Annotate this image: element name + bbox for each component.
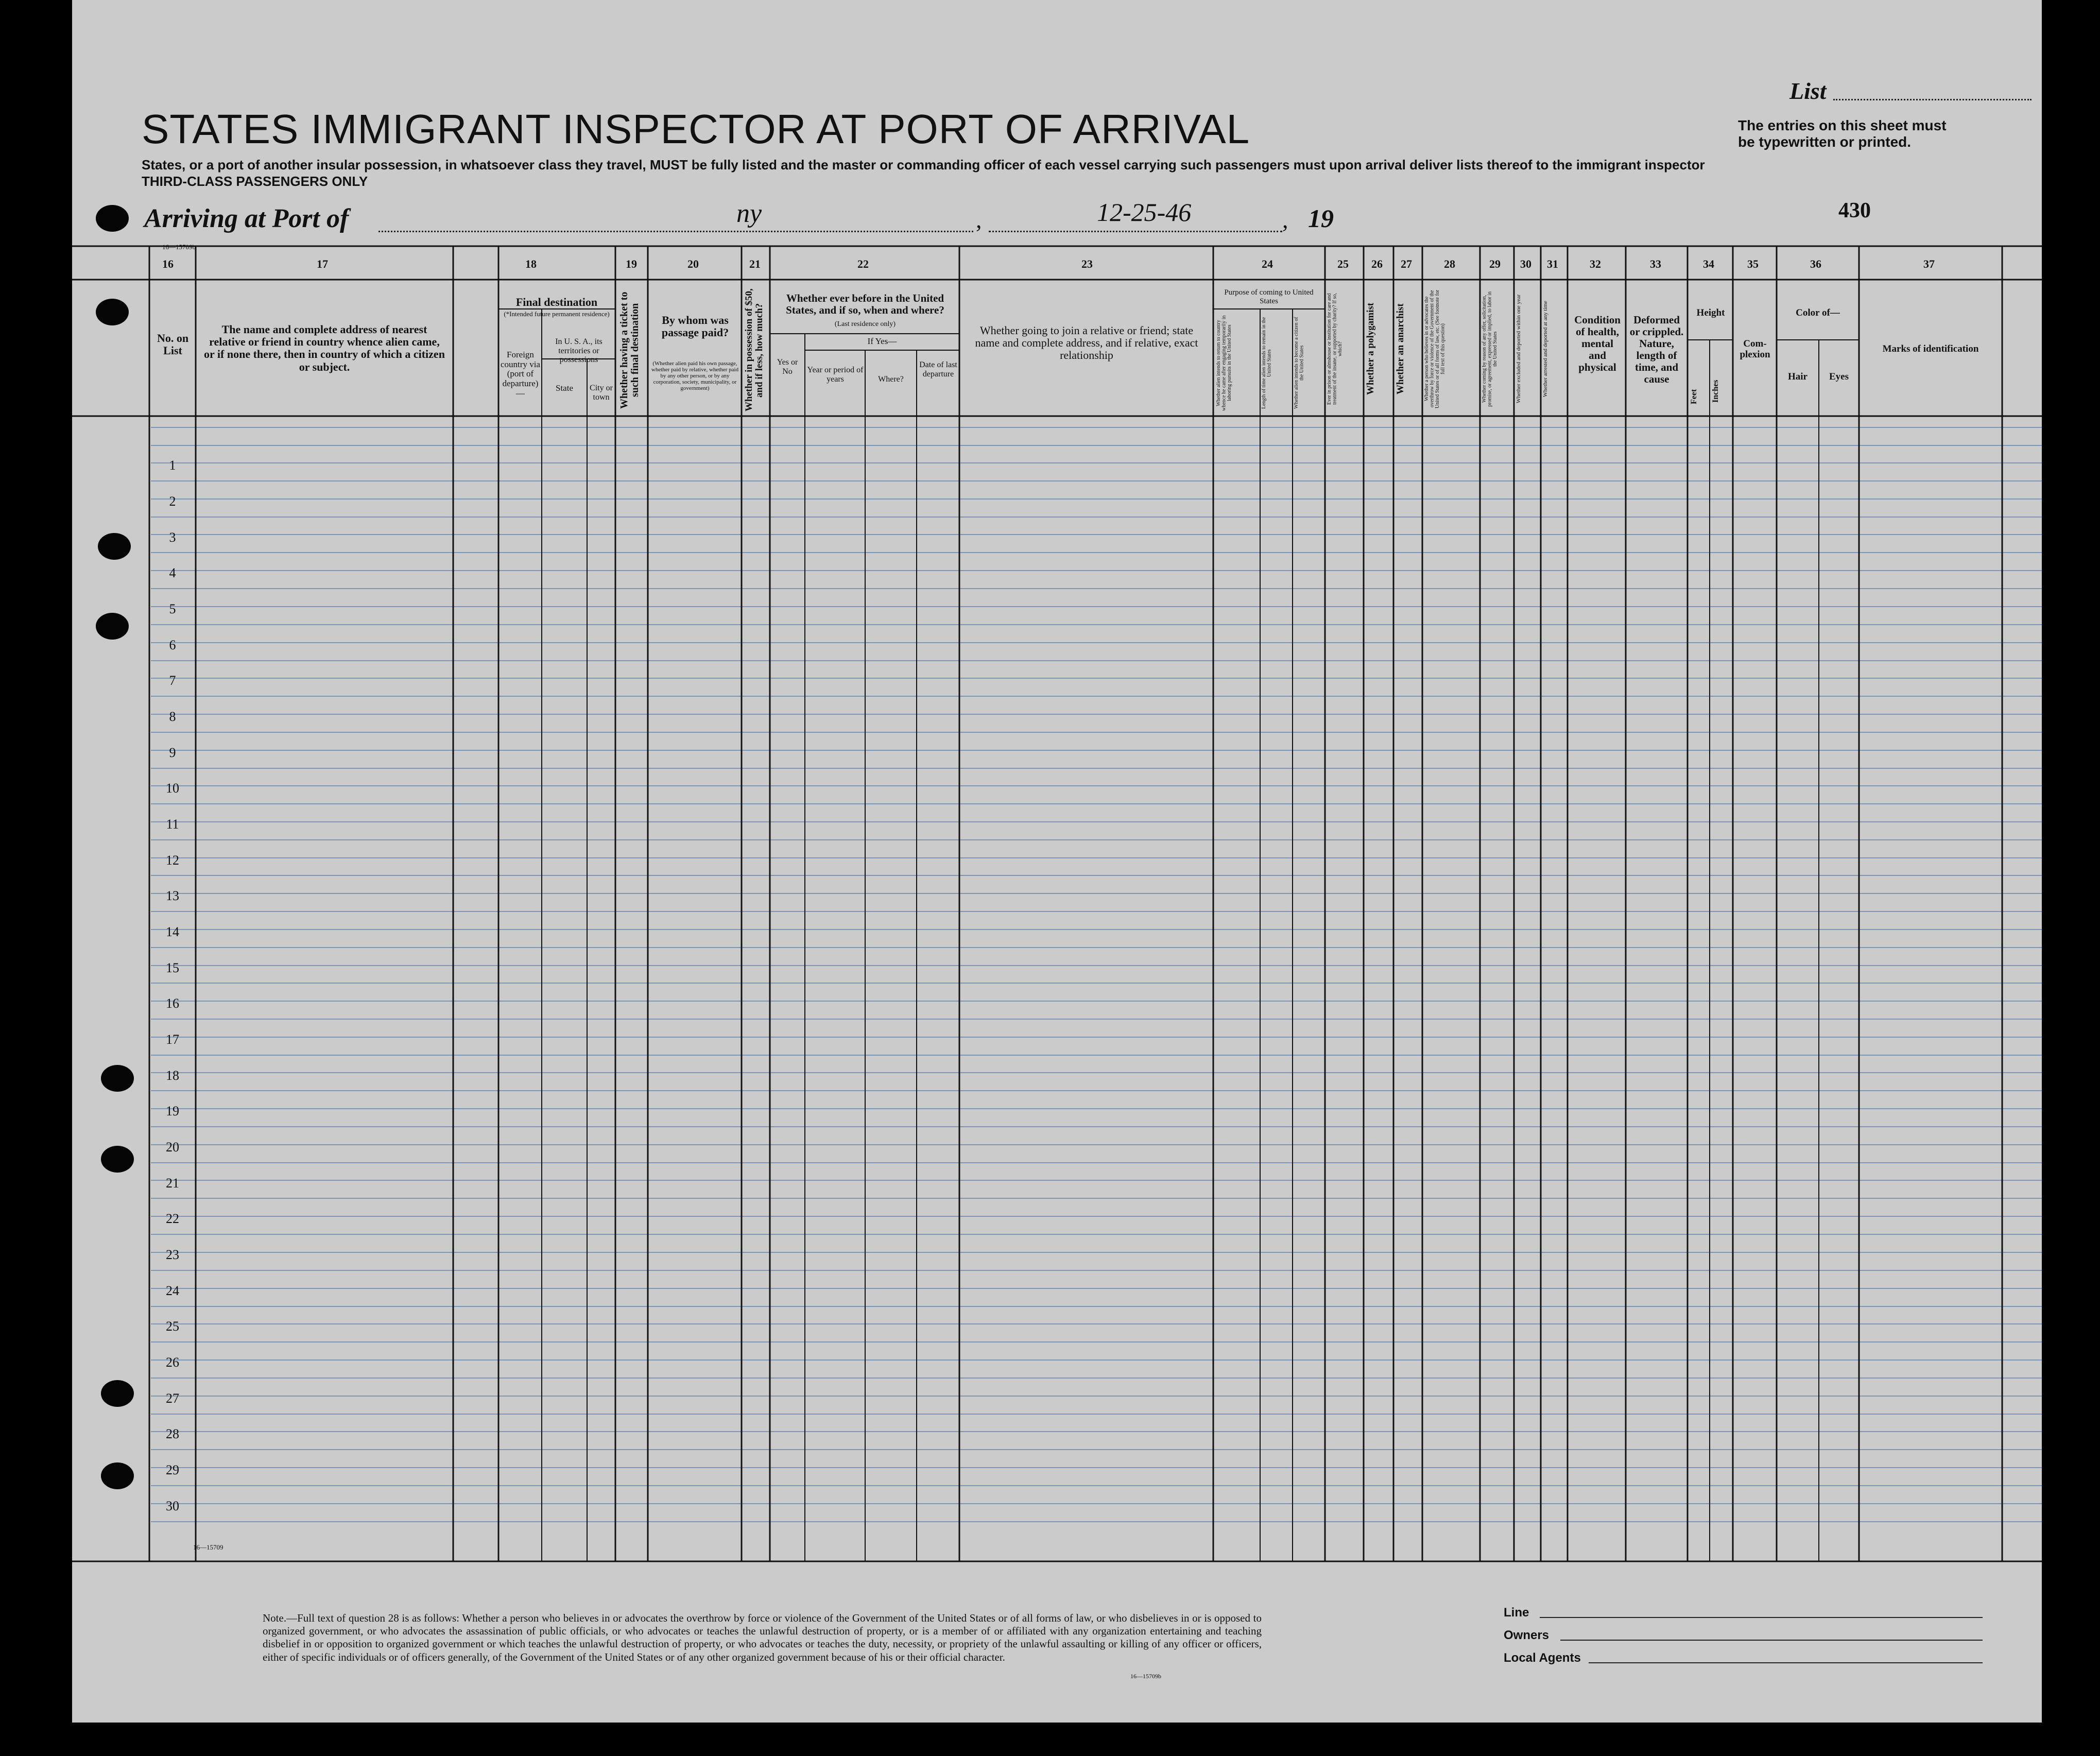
header-color-of: Color of— [1796, 307, 1840, 318]
header-eyes: Eyes [1829, 371, 1849, 382]
header-period: Year or period of years [807, 366, 864, 384]
col-num-28: 28 [1444, 257, 1455, 270]
header-polygamist: Whether a polygamist [1365, 302, 1376, 395]
list-label: List [1789, 78, 1827, 104]
header-ticket: Whether having a ticket to such final destination [618, 291, 641, 409]
header-q31: Whether arrested and deported at any time [1542, 301, 1548, 397]
local-agents-field[interactable] [1589, 1662, 1983, 1663]
header-feet: Feet [1690, 389, 1698, 404]
port-value: ny [736, 199, 762, 228]
header-state: State [556, 383, 573, 393]
header-foreign-country: Foreign country via (port of departure)— [501, 350, 540, 398]
row-number: 26 [166, 1355, 179, 1370]
row-number: 25 [166, 1319, 179, 1334]
header-nearest-relative: The name and complete address of nearest relative or friend in country whence alien came, or if none there, then in country of which a citizen or subject. [204, 323, 445, 373]
punch-hole [101, 1462, 134, 1489]
col-num-16: 16 [162, 257, 174, 270]
col-num-26: 26 [1371, 257, 1383, 270]
header-inches: Inches [1711, 380, 1720, 403]
punch-hole [101, 1380, 134, 1407]
header-final-destination: Final destination [515, 296, 598, 308]
header-final-destination-sub: (*Intended future permanent residence) [504, 310, 610, 318]
row-number: 3 [169, 530, 176, 545]
year-prefix: 19 [1308, 204, 1334, 233]
header-where: Where? [878, 375, 904, 384]
punch-hole [101, 1065, 134, 1092]
header-yes-no: Yes or No [777, 358, 798, 376]
col-num-35: 35 [1747, 257, 1759, 270]
col-num-30: 30 [1520, 257, 1531, 270]
header-fifty-dollars: Whether in possession of $50, and if less, how much? [744, 288, 765, 412]
header-hair: Hair [1788, 371, 1808, 382]
row-number: 6 [169, 638, 176, 652]
row-number: 24 [166, 1283, 179, 1298]
local-agents-label: Local Agents [1504, 1651, 1581, 1665]
col-num-29: 29 [1489, 257, 1501, 270]
line-label: Line [1504, 1606, 1529, 1620]
col-num-23: 23 [1081, 257, 1093, 270]
page-number: 430 [1838, 199, 1871, 222]
header-passage-paid: By whom was passage paid? [661, 314, 729, 339]
col-num-33: 33 [1650, 257, 1661, 270]
row-number: 4 [169, 565, 176, 580]
header-purpose-return: Whether alien intends to return to country whence he came after engaging temporarily in laboring pursuits in the United States [1216, 315, 1232, 411]
col-num-22: 22 [857, 257, 869, 270]
header-deformed: Deformed or crippled. Nature, length of time, and cause [1629, 314, 1684, 386]
header-purpose-length: Length of time alien intends to remain in the United States [1261, 317, 1272, 409]
punch-hole [96, 613, 129, 640]
col-num-27: 27 [1401, 257, 1412, 270]
col-num-32: 32 [1590, 257, 1601, 270]
row-number: 23 [166, 1247, 179, 1262]
instruction-text: States, or a port of another insular possession, in whatsoever class they travel, MUST be fully listed and the master or commanding officer of each vessel carrying such passengers must upon arrival deliver lists thereof to the immigrant inspector [142, 157, 1705, 173]
col-num-24: 24 [1262, 257, 1273, 270]
owners-label: Owners [1504, 1628, 1550, 1642]
header-passage-paid-sub: (Whether alien paid his own passage, whether paid by relative, whether paid by any other person, or by any corporation, society, municipality, or government) [651, 360, 739, 392]
header-q29: Whether coming by reason of any offer, solicitation, promise, or agreement, expressed or implied, to labor in the United States [1482, 291, 1498, 407]
header-last-residence: (Last residence only) [834, 320, 896, 328]
typewritten-note-2: be typewritten or printed. [1738, 134, 1912, 150]
row-number: 16 [166, 996, 179, 1011]
row-number: 27 [166, 1391, 179, 1406]
col-num-21: 21 [749, 257, 761, 270]
col-num-18: 18 [525, 257, 537, 270]
form-number-top: 16—15709b [162, 243, 196, 251]
arriving-label: Arriving at Port of [144, 204, 349, 233]
row-number: 19 [166, 1104, 179, 1118]
row-number: 18 [166, 1068, 179, 1083]
header-height: Height [1696, 307, 1725, 318]
row-number: 20 [166, 1140, 179, 1155]
table-grid [72, 0, 2042, 1723]
comma: , [976, 206, 982, 233]
header-prison: Ever in prison or almshouse or institution for care and treatment of the insane, or supported by charity? If so, which? [1327, 293, 1343, 405]
row-number: 15 [166, 960, 179, 975]
col-num-37: 37 [1923, 257, 1935, 270]
col-num-20: 20 [687, 257, 699, 270]
header-marks: Marks of identification [1882, 343, 1979, 354]
header-q28: Whether a person who believes in or advocates the overthrow by force or violence of the Government of the United States or of all forms of law, etc. (See footnote for full text of this question) [1424, 289, 1446, 408]
row-number: 29 [166, 1462, 179, 1477]
header-complexion: Com-plexion [1740, 338, 1770, 360]
row-number: 22 [166, 1211, 179, 1226]
header-health: Condition of health, mental and physical [1574, 314, 1621, 374]
col-num-36: 36 [1810, 257, 1821, 270]
col-num-31: 31 [1547, 257, 1558, 270]
owners-field[interactable] [1560, 1640, 1983, 1641]
form-sheet [72, 0, 2042, 1723]
header-city: City or town [590, 384, 613, 402]
row-number: 13 [166, 888, 179, 903]
date-comma: , [1282, 206, 1288, 233]
header-ever-before: Whether ever before in the United States, and if so, when and where? [786, 292, 944, 317]
row-number: 17 [166, 1032, 179, 1047]
line-field[interactable] [1540, 1617, 1983, 1618]
row-number: 12 [166, 853, 179, 868]
row-number: 10 [166, 781, 179, 796]
row-number: 21 [166, 1176, 179, 1191]
row-number: 14 [166, 924, 179, 939]
class-line: THIRD-CLASS PASSENGERS ONLY [142, 174, 368, 189]
row-number: 7 [169, 673, 176, 688]
page-title: STATES IMMIGRANT INSPECTOR AT PORT OF ARRIVAL [142, 106, 1250, 152]
col-num-25: 25 [1337, 257, 1349, 270]
row-number: 1 [169, 458, 176, 473]
punch-hole [96, 205, 129, 232]
header-anarchist: Whether an anarchist [1395, 303, 1406, 394]
date-value: 12-25-46 [1097, 198, 1192, 227]
header-purpose-citizen: Whether alien intends to become a citizen of the United States [1294, 317, 1305, 409]
punch-hole [98, 533, 131, 560]
form-number-bottom: 16—15709 [193, 1543, 223, 1551]
form-number-note: 16—15709b [1130, 1673, 1161, 1680]
header-purpose: Purpose of coming to United States [1224, 288, 1314, 305]
col-num-19: 19 [626, 257, 637, 270]
col-num-17: 17 [317, 257, 328, 270]
col-num-34: 34 [1703, 257, 1714, 270]
header-q30: Whether excluded and deported within one year [1516, 294, 1522, 404]
typewritten-note-1: The entries on this sheet must [1738, 117, 1947, 133]
header-join-relative: Whether going to join a relative or friend; state name and complete address, and if relative, exact relationship [975, 324, 1198, 362]
punch-hole [96, 299, 129, 325]
row-number: 28 [166, 1426, 179, 1441]
row-number: 30 [166, 1499, 179, 1513]
row-number: 2 [169, 494, 176, 509]
row-number: 8 [169, 709, 176, 724]
punch-hole [101, 1146, 134, 1173]
row-number: 5 [169, 601, 176, 616]
row-number: 11 [166, 817, 179, 832]
row-number: 9 [169, 745, 176, 760]
header-usa: In U. S. A., its territories or possessions [555, 337, 603, 365]
header-last-departure: Date of last departure [919, 360, 957, 378]
header-if-yes: If Yes— [867, 336, 897, 346]
footnote-q28: Note.—Full text of question 28 is as follows: Whether a person who believes in or advocates the overthrow by force or violence of the Government of the United States or of all forms of law, or who disbelieves in or is opposed to organized government, or who advocates the assassination of public officials, or who advocates or teaches the unlawful destruction of property, or is a member of or affiliated with any organization entertaining and teaching disbelief in or opposition to organized government or which teaches the unlawful destruction of property, or who advocates or teaches the duty, necessity, or propriety of the unlawful assaulting or killing of any officer or officers, either of specific individuals or of officers generally, of the Government of the United States or of any other organized government because of his or their official character. [263, 1612, 1262, 1663]
header-no-on-list: No. on List [157, 332, 189, 357]
